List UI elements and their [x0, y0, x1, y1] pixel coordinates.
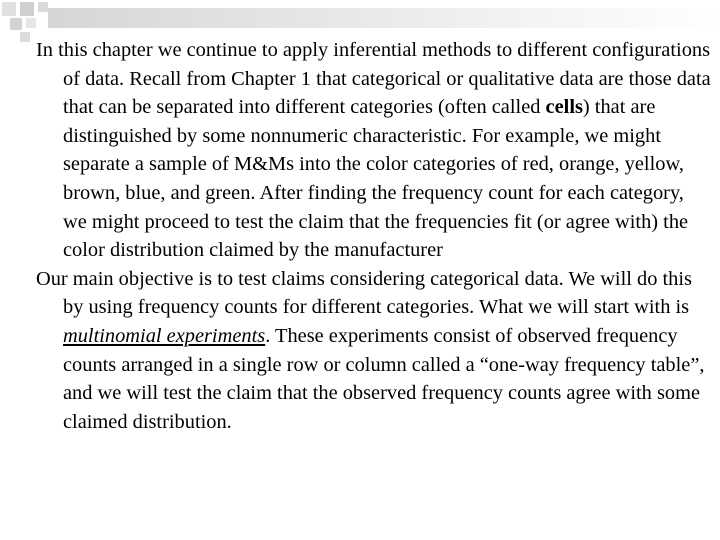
paragraph-objective-text-end: . These experiments consist of observed frequency counts arranged in a single row or column called a “one-way frequency table”, and we will test the claim that the observed frequency counts agree with some claimed distribution. [63, 324, 705, 433]
paragraph-intro [36, 36, 712, 265]
header-square [10, 18, 22, 30]
header-gradient-bar [48, 8, 720, 28]
paragraph-objective-text: Our main objective is to test claims considering categorical data. We will do this by using frequency counts for different categories. What we will start with is [36, 267, 692, 319]
term-multinomial-experiments: multinomial experiments [63, 324, 266, 347]
header-square [20, 32, 30, 42]
term-cells: cells [545, 96, 583, 119]
paragraph-intro-text-end: ) that are distinguished by some nonnumeric characteristic. For example, we might separate a sample of M&Ms into the color categories of red, orange, yellow, brown, blue, and green. After finding the frequency count for each category, we might proceed to test the claim that the frequencies fit (or agree with) the color distribution claimed by the manufacturer [63, 96, 689, 262]
slide-body [36, 36, 712, 436]
paragraph-objective [36, 265, 712, 437]
header-square [20, 2, 34, 16]
header-square [38, 2, 48, 12]
paragraph-intro-text: In this chapter we continue to apply inferential methods to different configurations of data. Recall from Chapter 1 that categorical or qualitative data are those data that can be separated into different categories (often called [36, 39, 711, 119]
header-square [2, 2, 16, 16]
header-square [26, 18, 36, 28]
